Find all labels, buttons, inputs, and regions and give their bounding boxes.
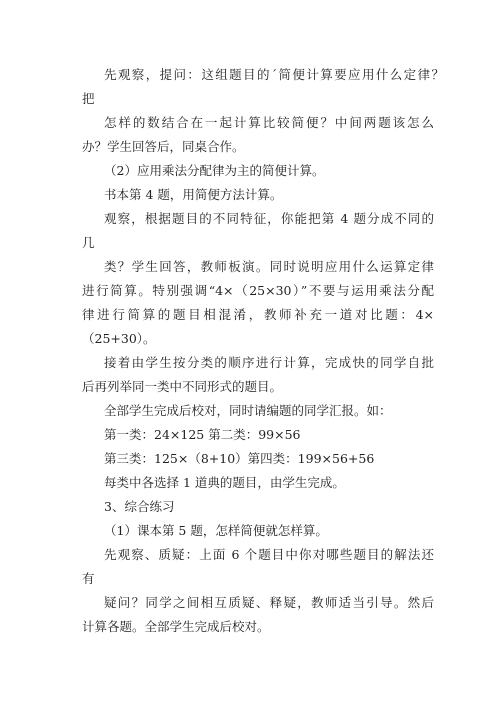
- text-line: 书本第 4 题，用简便方法计算。: [104, 187, 283, 202]
- text-line: 第一类：24×125 第二类：99×56: [104, 427, 301, 442]
- text-line: 进行简算。特别强调“4×（25×30）”不要与运用乘法分配: [82, 283, 434, 298]
- text-line: 办？学生回答后，同桌合作。: [82, 139, 245, 154]
- text-line: 接着由学生按分类的顺序进行计算，完成快的同学自批: [104, 355, 434, 370]
- text-line: 类？学生回答，教师板演。同时说明应用什么运算定律: [104, 259, 434, 274]
- text-line: 怎样的数结合在一起计算比较简便？中间两题该怎么: [104, 115, 434, 130]
- text-line: 观察，根据题目的不同特征，你能把第 4 题分成不同的: [104, 211, 434, 226]
- text-line: 律进行简算的题目相混淆，教师补充一道对比题：4×: [82, 307, 434, 322]
- text-line: 有: [82, 571, 95, 586]
- text-line: 第三类：125×（8+10）第四类：199×56+56: [104, 451, 375, 466]
- text-line: 几: [82, 235, 95, 250]
- text-line: 全部学生完成后校对，同时请编题的同学汇报。如：: [104, 403, 392, 418]
- text-line: （1）课本第 5 题，怎样简便就怎样算。: [104, 523, 328, 538]
- text-line: （25+30）。: [82, 331, 156, 346]
- text-line: （2）应用乘法分配律为主的简便计算。: [104, 163, 325, 178]
- section-heading: 3、综合练习: [104, 499, 175, 514]
- text-line: 每类中各选择 1 道典的题目，由学生完成。: [104, 475, 345, 490]
- text-line: 先观察、质疑：上面 6 个题目中你对哪些题目的解法还: [104, 547, 434, 562]
- text-line: 把: [82, 91, 95, 106]
- text-line: 计算各题。全部学生完成后校对。: [82, 619, 270, 634]
- text-line: 疑问？同学之间相互质疑、释疑，教师适当引导。然后: [104, 595, 434, 610]
- text-line: 后再列举同一类中不同形式的题目。: [82, 379, 283, 394]
- text-line: 先观察，提问：这组题目的ˊ简便计算要应用什么定律？: [104, 67, 444, 82]
